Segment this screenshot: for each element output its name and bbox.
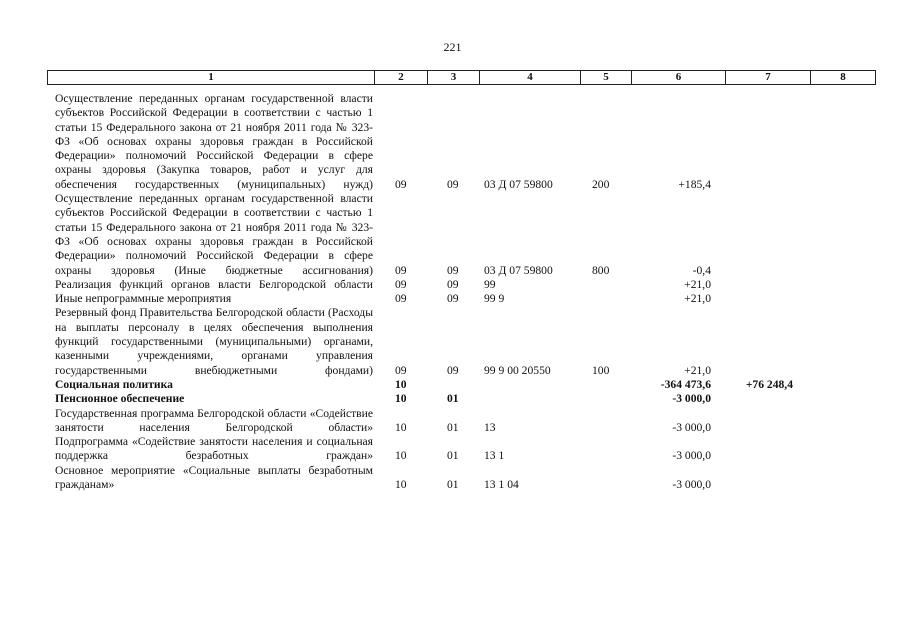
table-row xyxy=(55,392,875,406)
table-row xyxy=(55,292,875,306)
section-code: 09 xyxy=(395,363,407,377)
expense-type-code: 800 xyxy=(592,263,610,277)
table-row xyxy=(55,306,875,377)
table-row xyxy=(55,464,875,493)
row-description: Социальная политика xyxy=(55,377,173,391)
amount-change: +185,4 xyxy=(678,177,711,191)
expense-type-code: 100 xyxy=(592,363,610,377)
subsection-code: 09 xyxy=(447,177,459,191)
amount-change-col7: +76 248,4 xyxy=(745,377,793,391)
target-article-code: 99 xyxy=(484,277,496,291)
subsection-code: 09 xyxy=(447,292,459,306)
column-header-5: 5 xyxy=(580,71,631,84)
amount-change: -0,4 xyxy=(692,263,711,277)
subsection-code: 09 xyxy=(447,277,459,291)
subsection-code: 01 xyxy=(447,449,459,463)
row-description: Реализация функций органов власти Белгородской области xyxy=(55,277,373,291)
subsection-code: 01 xyxy=(447,420,459,434)
amount-change: +21,0 xyxy=(684,292,711,306)
row-description: Осуществление переданных органам государственной власти субъектов Российской Федерации в соответствии с частью 1 статьи 15 Федерального закона от 21 ноября 2011 года № 323-ФЗ «Об основах охраны здоровья граждан в Российской Федерации» полномочий Российской Федерации в сфере охраны здоровья (Иные бюджетные ассигнования) xyxy=(55,192,373,277)
row-description: Иные непрограммные мероприятия xyxy=(55,292,232,306)
column-header-8: 8 xyxy=(810,71,875,84)
subsection-code: 09 xyxy=(447,363,459,377)
subsection-code: 09 xyxy=(447,263,459,277)
amount-change: +21,0 xyxy=(684,363,711,377)
row-description: Резервный фонд Правительства Белгородской области (Расходы на выплаты персоналу в целях обеспечения выполнения функций государственными (муниципальными) органами, казенными учреждениями, органами управления государственными внебюджетными фондами) xyxy=(55,306,373,377)
table-row xyxy=(55,407,875,436)
target-article-code: 99 9 00 20550 xyxy=(484,363,551,377)
subsection-code: 01 xyxy=(447,392,459,406)
row-description: Подпрограмма «Содействие занятости населения и социальная поддержка безработных граждан» xyxy=(55,435,373,463)
section-code: 09 xyxy=(395,277,407,291)
section-code: 09 xyxy=(395,177,407,191)
row-description: Осуществление переданных органам государственной власти субъектов Российской Федерации в соответствии с частью 1 статьи 15 Федерального закона от 21 ноября 2011 года № 323-ФЗ «Об основах охраны здоровья граждан в Российской Федерации» полномочий Российской Федерации в сфере охраны здоровья (Закупка товаров, работ и услуг для обеспечения государственных (муниципальных) нужд) xyxy=(55,92,373,191)
target-article-code: 03 Д 07 59800 xyxy=(484,263,553,277)
target-article-code: 99 9 xyxy=(484,292,505,306)
table-row xyxy=(55,378,875,392)
row-description: Пенсионное обеспечение xyxy=(55,392,185,406)
section-code: 10 xyxy=(395,478,407,492)
amount-change: -364 473,6 xyxy=(660,377,711,391)
amount-change: +21,0 xyxy=(684,277,711,291)
column-header-3: 3 xyxy=(427,71,479,84)
section-code: 09 xyxy=(395,292,407,306)
table-row xyxy=(55,92,875,192)
row-description: Государственная программа Белгородской области «Содействие занятости населения Белгородской области» xyxy=(55,406,373,434)
row-description: Основное мероприятие «Социальные выплаты безработным гражданам» xyxy=(55,463,373,492)
table-row xyxy=(55,435,875,464)
page-number: 221 xyxy=(443,40,462,54)
budget-table-body xyxy=(55,92,875,492)
subsection-code: 01 xyxy=(447,478,459,492)
amount-change: -3 000,0 xyxy=(672,478,711,492)
column-header-7: 7 xyxy=(725,71,810,84)
section-code: 10 xyxy=(395,420,407,434)
target-article-code: 13 1 04 xyxy=(484,478,519,492)
section-code: 10 xyxy=(395,377,407,391)
amount-change: -3 000,0 xyxy=(672,392,711,406)
expense-type-code: 200 xyxy=(592,177,610,191)
column-header-6: 6 xyxy=(631,71,725,84)
target-article-code: 13 xyxy=(484,420,496,434)
column-header-1: 1 xyxy=(208,71,214,83)
target-article-code: 03 Д 07 59800 xyxy=(484,177,553,191)
amount-change: -3 000,0 xyxy=(672,449,711,463)
section-code: 10 xyxy=(395,392,407,406)
table-row xyxy=(55,192,875,278)
amount-change: -3 000,0 xyxy=(672,420,711,434)
column-header-2: 2 xyxy=(374,71,427,84)
column-header-4: 4 xyxy=(479,71,580,84)
section-code: 10 xyxy=(395,449,407,463)
table-header xyxy=(47,70,876,85)
section-code: 09 xyxy=(395,263,407,277)
target-article-code: 13 1 xyxy=(484,449,505,463)
table-row xyxy=(55,278,875,292)
